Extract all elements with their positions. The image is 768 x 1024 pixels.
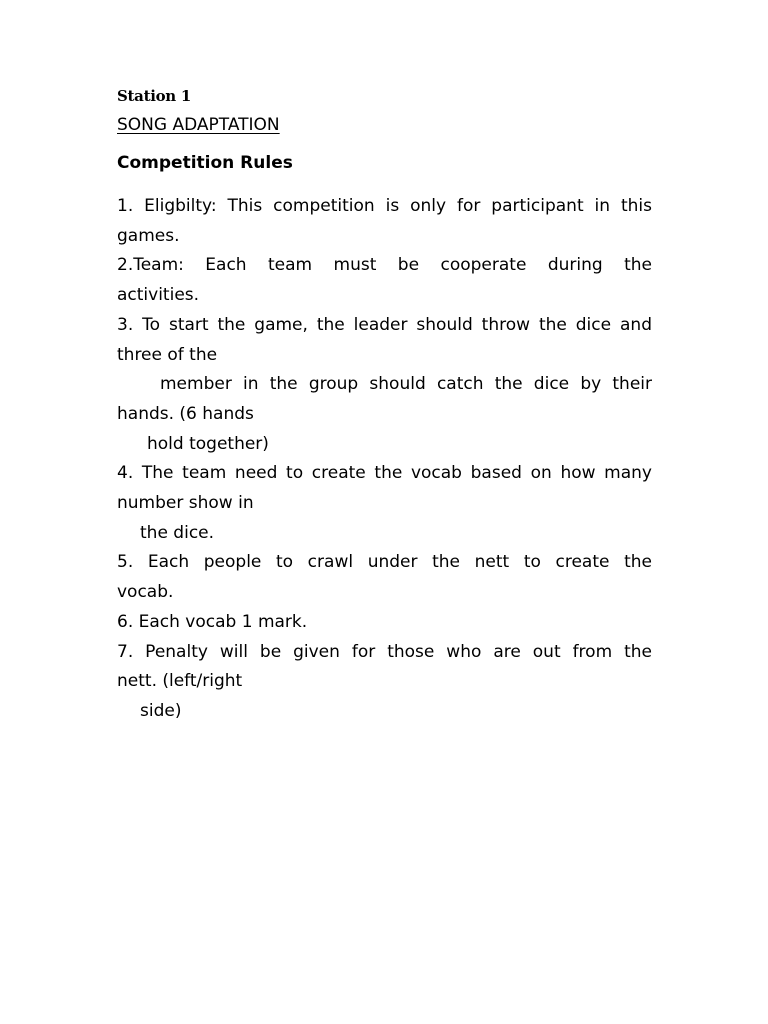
rule-3-line-2: three of the: [117, 344, 218, 365]
rule-5-line-2: vocab.: [117, 582, 174, 603]
rules-list: [117, 192, 652, 727]
rule-2-line-1: 2.Team: Each team must be cooperate during the: [117, 255, 652, 276]
rule-4-line-1: 4. The team need to create the vocab based on how many: [117, 463, 652, 484]
rule-3-line-4: hands. (6 hands: [117, 403, 254, 424]
rule-2-line-2: activities.: [117, 285, 200, 306]
rule-7-line-3: side): [140, 700, 182, 721]
rule-3-line-5: hold together): [147, 433, 269, 454]
rule-4-line-3: the dice.: [140, 522, 215, 543]
document-title: SONG ADAPTATION: [117, 115, 280, 135]
rule-3-line-3: member in the group should catch the dice by their: [160, 374, 652, 395]
station-label: Station 1: [117, 87, 191, 105]
rule-4-line-2: number show in: [117, 493, 254, 514]
rule-1-line-2: games.: [117, 225, 180, 246]
rule-5-line-1: 5. Each people to crawl under the nett to create the: [117, 552, 652, 573]
rules-heading: Competition Rules: [117, 153, 293, 173]
rule-1-line-1: 1. Eligbilty: This competition is only for participant in this: [117, 196, 652, 216]
rule-7-line-1: 7. Penalty will be given for those who are out from the: [117, 641, 652, 662]
rule-3-line-1: 3. To start the game, the leader should throw the dice and: [117, 314, 652, 335]
rule-7-line-2: nett. (left/right: [117, 671, 243, 692]
rule-6-line-1: 6. Each vocab 1 mark.: [117, 611, 308, 632]
